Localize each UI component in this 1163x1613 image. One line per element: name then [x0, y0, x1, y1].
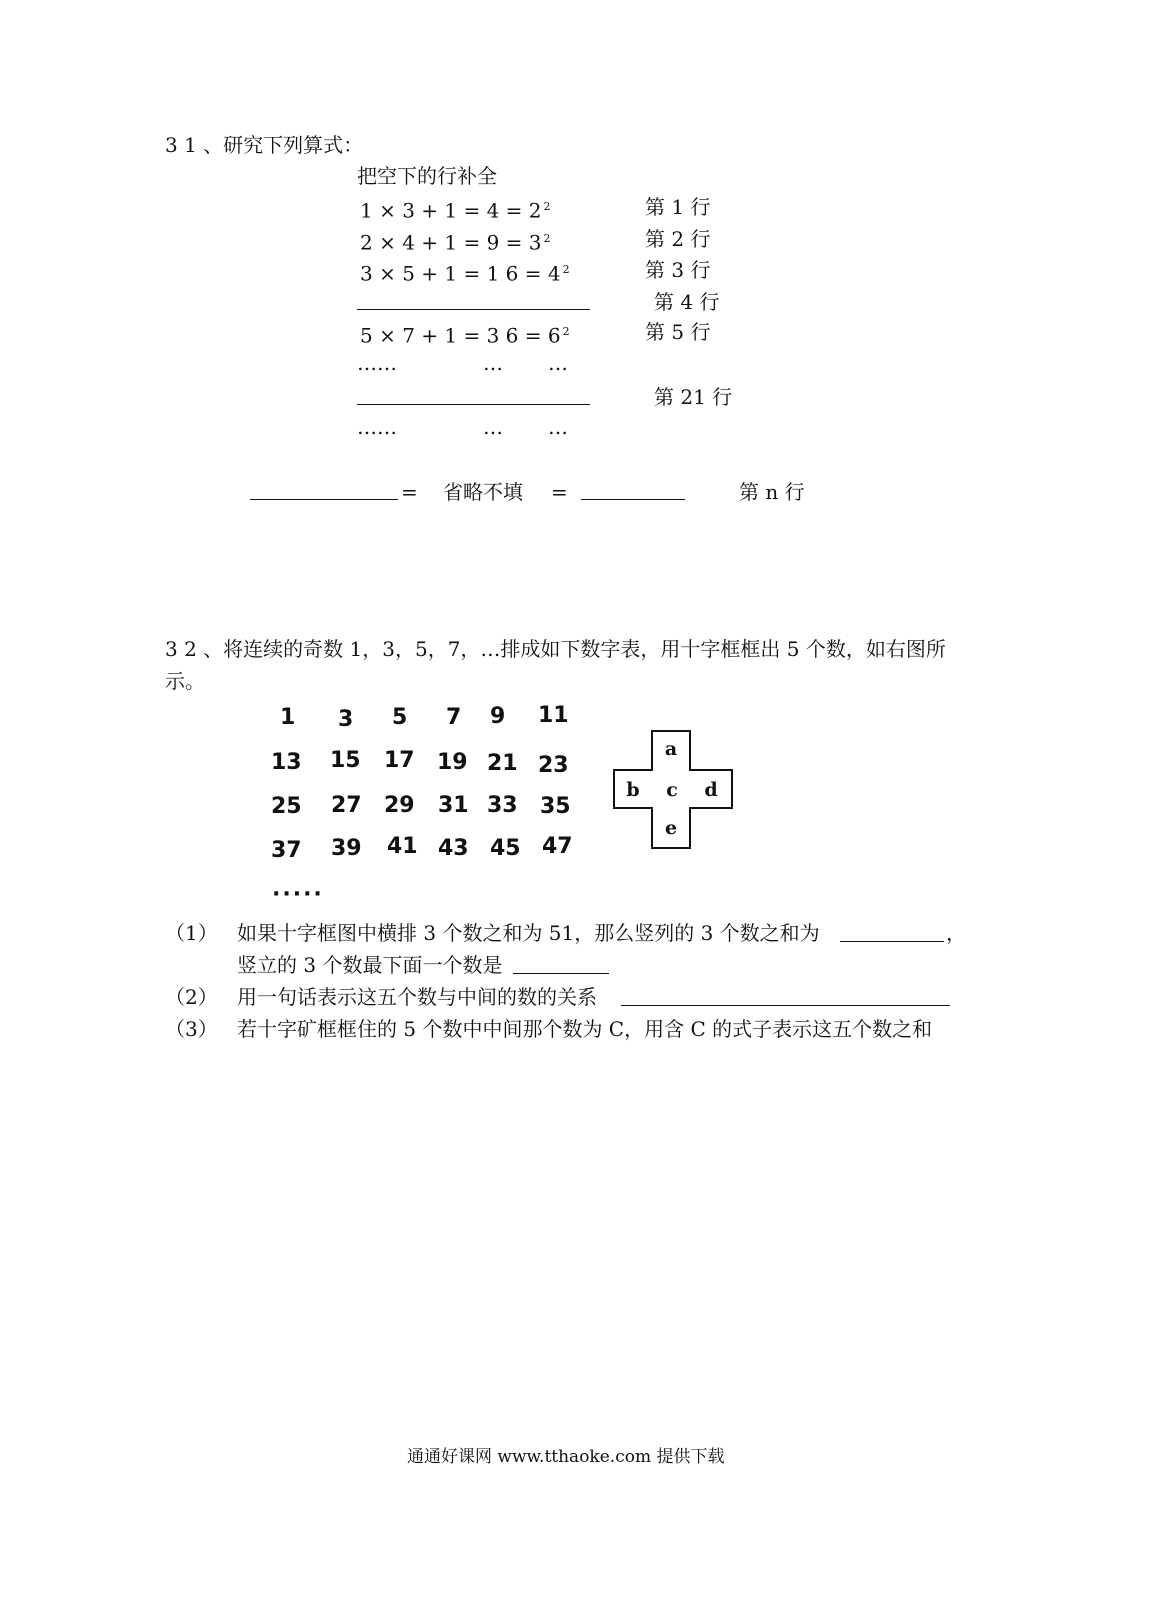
- q31-row-21-blank[interactable]: [357, 404, 590, 405]
- table-cell: 21: [487, 751, 518, 776]
- table-cell: 1: [280, 705, 296, 730]
- q31-nth-right-blank[interactable]: [581, 499, 685, 500]
- table-cell: 3: [338, 707, 354, 732]
- q32-heading-line2: 示。: [165, 669, 205, 693]
- q32-heading-line1: 3 2 、将连续的奇数 1，3，5，7，…排成如下数字表，用十字框框出 5 个数，如右图所: [165, 637, 946, 661]
- table-cell: 17: [384, 748, 415, 773]
- table-cell: 7: [446, 705, 462, 730]
- table-cell: 35: [540, 794, 571, 819]
- q31-heading: 3 1 、研究下列算式：: [165, 133, 364, 157]
- table-cell: 39: [331, 836, 362, 861]
- q31-row-21-label: 第 21 行: [654, 385, 733, 409]
- cross-cell-bottom: e: [664, 817, 678, 839]
- q32-item-1-tail: ，: [946, 921, 966, 945]
- q31-nth-middle: 省略不填: [443, 480, 523, 504]
- q31-row-3-label: 第 3 行: [645, 258, 711, 282]
- table-cell: 45: [490, 836, 521, 861]
- cross-cell-top: a: [664, 738, 678, 760]
- q32-item-2-num: （2）: [165, 985, 218, 1009]
- q31-row-3-expr: 3 × 5 + 1 = 1 6 = 4 $^2$: [360, 261, 570, 286]
- table-ellipsis: ·····: [272, 882, 324, 907]
- q31-row-5-label: 第 5 行: [645, 320, 711, 344]
- q31-nth-eq2: =: [551, 480, 568, 504]
- table-cell: 19: [437, 750, 468, 775]
- table-cell: 23: [538, 753, 569, 778]
- q31-row-2-expr: 2 × 4 + 1 = 9 = 3 $^2$: [360, 230, 551, 255]
- q31-row-4-blank[interactable]: [357, 309, 590, 310]
- table-cell: 33: [487, 793, 518, 818]
- q32-item-1-line2: 竖立的 3 个数最下面一个数是: [237, 953, 503, 977]
- q31-nth-eq1: =: [401, 480, 418, 504]
- cross-cell-center: c: [666, 779, 678, 801]
- q31-row-2-label: 第 2 行: [645, 227, 711, 251]
- table-cell: 5: [392, 705, 408, 730]
- table-cell: 47: [542, 834, 573, 859]
- q31-row-1-label: 第 1 行: [645, 195, 711, 219]
- table-cell: 13: [271, 750, 302, 775]
- table-cell: 9: [490, 704, 506, 729]
- table-cell: 29: [384, 793, 415, 818]
- q31-ellipsis-right-2: …: [548, 415, 568, 439]
- table-cell: 11: [538, 703, 569, 728]
- q32-item-2-text: 用一句话表示这五个数与中间的数的关系: [237, 985, 597, 1009]
- q32-item-1-blank-b[interactable]: [513, 973, 609, 974]
- q31-nth-label: 第 n 行: [739, 480, 805, 504]
- q31-ellipsis-mid-2: …: [483, 415, 503, 439]
- q31-row-1-expr: 1 × 3 + 1 = 4 = 2 $^2$: [360, 198, 551, 223]
- q32-item-2-blank[interactable]: [621, 1005, 950, 1006]
- table-cell: 27: [331, 793, 362, 818]
- q32-item-3-num: （3）: [165, 1017, 218, 1041]
- q32-item-1-text: 如果十字框图中横排 3 个数之和为 51，那么竖列的 3 个数之和为: [237, 921, 820, 945]
- q31-ellipsis-left-2: ……: [357, 415, 397, 439]
- q31-ellipsis-right-1: …: [548, 351, 568, 375]
- q32-item-1-num: （1）: [165, 921, 218, 945]
- page-footer: 通通好课网 www.tthaoke.com 提供下载: [407, 1447, 725, 1467]
- q31-row-4-label: 第 4 行: [654, 290, 720, 314]
- q31-ellipsis-left-1: ……: [357, 351, 397, 375]
- cross-cell-right: d: [704, 779, 718, 801]
- table-cell: 37: [271, 838, 302, 863]
- table-cell: 15: [330, 748, 361, 773]
- q32-item-1-blank-a[interactable]: [840, 941, 944, 942]
- table-cell: 41: [387, 834, 418, 859]
- table-cell: 31: [438, 793, 469, 818]
- cross-cell-left: b: [626, 779, 640, 801]
- table-cell: 43: [438, 836, 469, 861]
- table-cell: 25: [271, 794, 302, 819]
- q31-ellipsis-mid-1: …: [483, 351, 503, 375]
- q31-row-5-expr: 5 × 7 + 1 = 3 6 = 6 $^2$: [360, 323, 570, 348]
- q32-item-3-text: 若十字矿框框住的 5 个数中中间那个数为 C，用含 C 的式子表示这五个数之和: [237, 1017, 933, 1041]
- q31-nth-left-blank[interactable]: [250, 499, 398, 500]
- q31-instruction: 把空下的行补全: [357, 164, 497, 188]
